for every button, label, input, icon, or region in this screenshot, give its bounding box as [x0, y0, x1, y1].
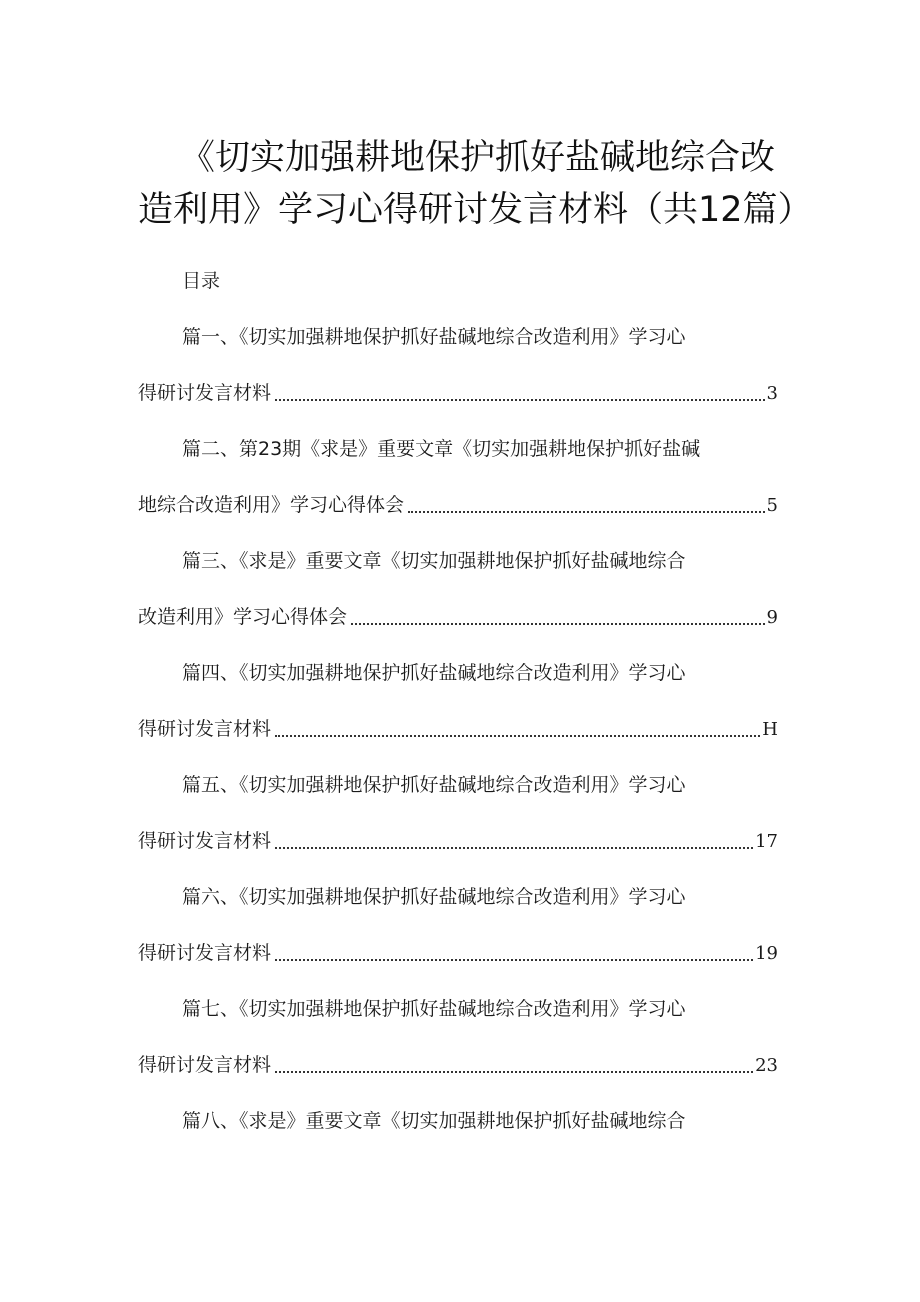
toc-entry-label: 地综合改造利用》学习心得体会: [138, 494, 405, 516]
toc-entry-3-line2[interactable]: [138, 604, 778, 631]
toc-entry-label: 改造利用》学习心得体会: [138, 606, 348, 628]
toc-entry-6-line1: 篇六、《切实加强耕地保护抓好盐碱地综合改造利用》学习心: [182, 886, 686, 908]
toc-page-number: H: [762, 719, 778, 740]
toc-entry-5-line1: 篇五、《切实加强耕地保护抓好盐碱地综合改造利用》学习心: [182, 774, 686, 796]
toc-entry-1-line1: 篇一、《切实加强耕地保护抓好盐碱地综合改造利用》学习心: [182, 326, 686, 348]
toc-page-number: 23: [755, 1055, 778, 1076]
toc-entry-7-line2[interactable]: [138, 1052, 778, 1079]
toc-entry-7-line1: 篇七、《切实加强耕地保护抓好盐碱地综合改造利用》学习心: [182, 998, 686, 1020]
toc-page-number: 17: [755, 831, 778, 852]
toc-entry-2-line2[interactable]: [138, 492, 778, 519]
toc-entry-1-line2[interactable]: [138, 380, 778, 407]
document-title: 《切实加强耕地保护抓好盐碱地综合改造利用》学习心得研讨发言材料（共12篇）: [138, 138, 813, 230]
dot-leader: [275, 735, 760, 737]
toc-page-number: 3: [766, 383, 778, 404]
toc-entry-4-line1: 篇四、《切实加强耕地保护抓好盐碱地综合改造利用》学习心: [182, 662, 686, 684]
toc-entry-4-line2[interactable]: [138, 716, 778, 743]
toc-entry-label: 得研讨发言材料: [138, 830, 272, 852]
toc-entry-5-line2[interactable]: [138, 828, 778, 855]
toc-page-number: 5: [766, 495, 778, 516]
toc-entry-label: 得研讨发言材料: [138, 942, 272, 964]
dot-leader: [275, 847, 753, 849]
dot-leader: [275, 959, 753, 961]
toc-heading: 目录: [182, 270, 221, 292]
toc-entry-8-line1: 篇八、《求是》重要文章《切实加强耕地保护抓好盐碱地综合: [182, 1110, 686, 1132]
toc-page-number: 19: [755, 943, 778, 964]
toc-entry-6-line2[interactable]: [138, 940, 778, 967]
dot-leader: [275, 399, 765, 401]
dot-leader: [408, 511, 765, 513]
toc-entry-label: 得研讨发言材料: [138, 1054, 272, 1076]
toc-entry-label: 得研讨发言材料: [138, 382, 272, 404]
toc-entry-2-line1: 篇二、第23期《求是》重要文章《切实加强耕地保护抓好盐碱: [182, 438, 701, 460]
dot-leader: [351, 623, 765, 625]
toc-entry-label: 得研讨发言材料: [138, 718, 272, 740]
toc-entry-3-line1: 篇三、《求是》重要文章《切实加强耕地保护抓好盐碱地综合: [182, 550, 686, 572]
toc-page-number: 9: [766, 607, 778, 628]
dot-leader: [275, 1071, 753, 1073]
